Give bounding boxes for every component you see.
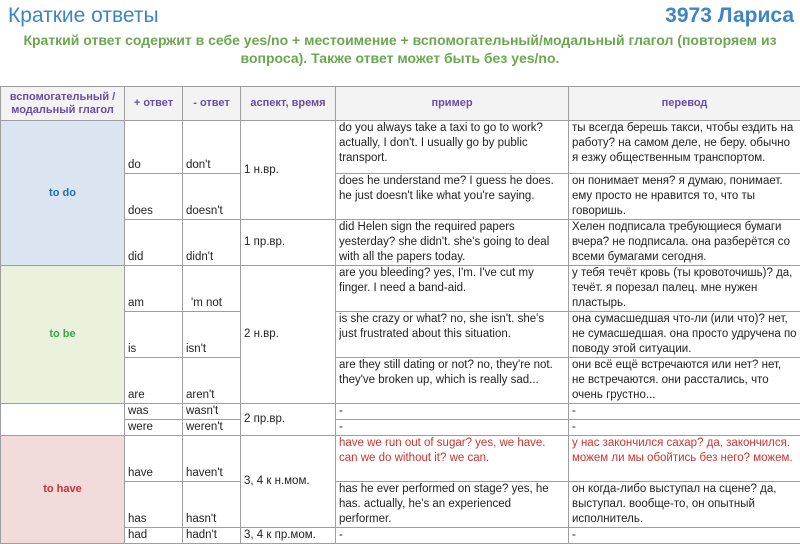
lesson-label: 3973 Лариса — [665, 4, 794, 28]
translation-cell: - — [569, 404, 800, 420]
aux-cell-to-have: to have — [1, 436, 125, 544]
negative-cell: don't — [183, 121, 241, 174]
translation-cell: она сумасшедшая что-ли (или что)? нет, не сумасшедшая. она просто удручена по поводу этой ситуации. — [569, 312, 800, 358]
translation-cell: - — [569, 420, 800, 436]
positive-cell: does — [125, 174, 183, 220]
col-header-aux: вспомогательный / модальный глагол — [1, 87, 125, 121]
translation-cell: он когда-либо выступал на сцене? да, выступал. вообще-то, он опытный исполнитель. — [569, 482, 800, 528]
translation-cell: Хелен подписала требующиеся бумаги вчера? не подписала. она разберётся со всеми бумагами сегодня. — [569, 220, 800, 266]
negative-cell: 'm not — [183, 266, 241, 312]
positive-cell: do — [125, 121, 183, 174]
example-cell: do you always take a taxi to go to work? actually, I don't. I usually go by public transport. — [336, 121, 569, 174]
positive-cell: have — [125, 436, 183, 482]
table-row — [1, 121, 800, 174]
aux-cell-to-do: to do — [1, 121, 125, 266]
positive-cell: did — [125, 220, 183, 266]
aspect-cell: 2 н.вр. — [241, 266, 336, 404]
positive-cell: are — [125, 358, 183, 404]
spacer — [0, 75, 800, 86]
translation-cell: - — [569, 528, 800, 544]
aux-cell-empty — [1, 404, 125, 436]
example-cell: - — [336, 528, 569, 544]
table-row — [1, 266, 800, 312]
negative-cell: hasn't — [183, 482, 241, 528]
short-answers-table — [0, 86, 800, 544]
page-subtitle: Краткий ответ содержит в себе yes/no + местоимение + вспомогательный/модальный глагол (повторяем из вопроса). Также ответ может быть без yes/no. — [0, 31, 800, 75]
aspect-cell: 2 пр.вр. — [241, 404, 336, 436]
negative-cell: doesn't — [183, 174, 241, 220]
example-cell: has he ever performed on stage? yes, he has. actually, he's an experienced performer. — [336, 482, 569, 528]
col-header-negative: - ответ — [183, 87, 241, 121]
page-title: Краткие ответы — [8, 4, 159, 28]
positive-cell: has — [125, 482, 183, 528]
aspect-cell: 1 н.вр. — [241, 121, 336, 220]
example-cell: - — [336, 420, 569, 436]
page-header — [0, 0, 800, 31]
negative-cell: isn't — [183, 312, 241, 358]
col-header-translation: перевод — [569, 87, 800, 121]
example-cell: did Helen sign the required papers yesterday? she didn't. she's going to deal with all the papers today. — [336, 220, 569, 266]
example-cell: have we run out of sugar? yes, we have. can we do without it? we can. — [336, 436, 569, 482]
positive-cell: had — [125, 528, 183, 544]
translation-cell: у тебя течёт кровь (ты кровоточишь)? да, течёт. я порезал палец. мне нужен пластырь. — [569, 266, 800, 312]
positive-cell: were — [125, 420, 183, 436]
example-cell: - — [336, 404, 569, 420]
negative-cell: didn't — [183, 220, 241, 266]
aspect-cell: 1 пр.вр. — [241, 220, 336, 266]
col-header-aspect: аспект, время — [241, 87, 336, 121]
negative-cell: aren't — [183, 358, 241, 404]
translation-cell: у нас закончился сахар? да, закончился. можем ли мы обойтись без него? можем. — [569, 436, 800, 482]
translation-cell: он понимает меня? я думаю, понимает. ему просто не нравится то, что ты говоришь. — [569, 174, 800, 220]
negative-cell: wasn't — [183, 404, 241, 420]
col-header-example: пример — [336, 87, 569, 121]
example-cell: are they still dating or not? no, they're not. they've broken up, which is really sad... — [336, 358, 569, 404]
negative-cell: haven't — [183, 436, 241, 482]
example-cell: is she crazy or what? no, she isn't. she's just frustrated about this situation. — [336, 312, 569, 358]
positive-cell: was — [125, 404, 183, 420]
translation-cell: ты всегда берешь такси, чтобы ездить на работу? на самом деле, не беру. обычно я езжу общественным транспортом. — [569, 121, 800, 174]
aspect-cell: 3, 4 к н.мом. — [241, 436, 336, 528]
positive-cell: is — [125, 312, 183, 358]
table-row — [1, 436, 800, 482]
example-cell: are you bleeding? yes, I'm. I've cut my finger. I need a band-aid. — [336, 266, 569, 312]
table-header-row — [1, 87, 800, 121]
positive-cell: am — [125, 266, 183, 312]
translation-cell: они всё ещё встречаются или нет? нет, не встречаются. они расстались, что очень грустно... — [569, 358, 800, 404]
example-cell: does he understand me? I guess he does. he just doesn't like what you're saying. — [336, 174, 569, 220]
table-row — [1, 404, 800, 420]
negative-cell: hadn't — [183, 528, 241, 544]
col-header-positive: + ответ — [125, 87, 183, 121]
aux-cell-to-be: to be — [1, 266, 125, 404]
negative-cell: weren't — [183, 420, 241, 436]
aspect-cell: 3, 4 к пр.мом. — [241, 528, 336, 544]
